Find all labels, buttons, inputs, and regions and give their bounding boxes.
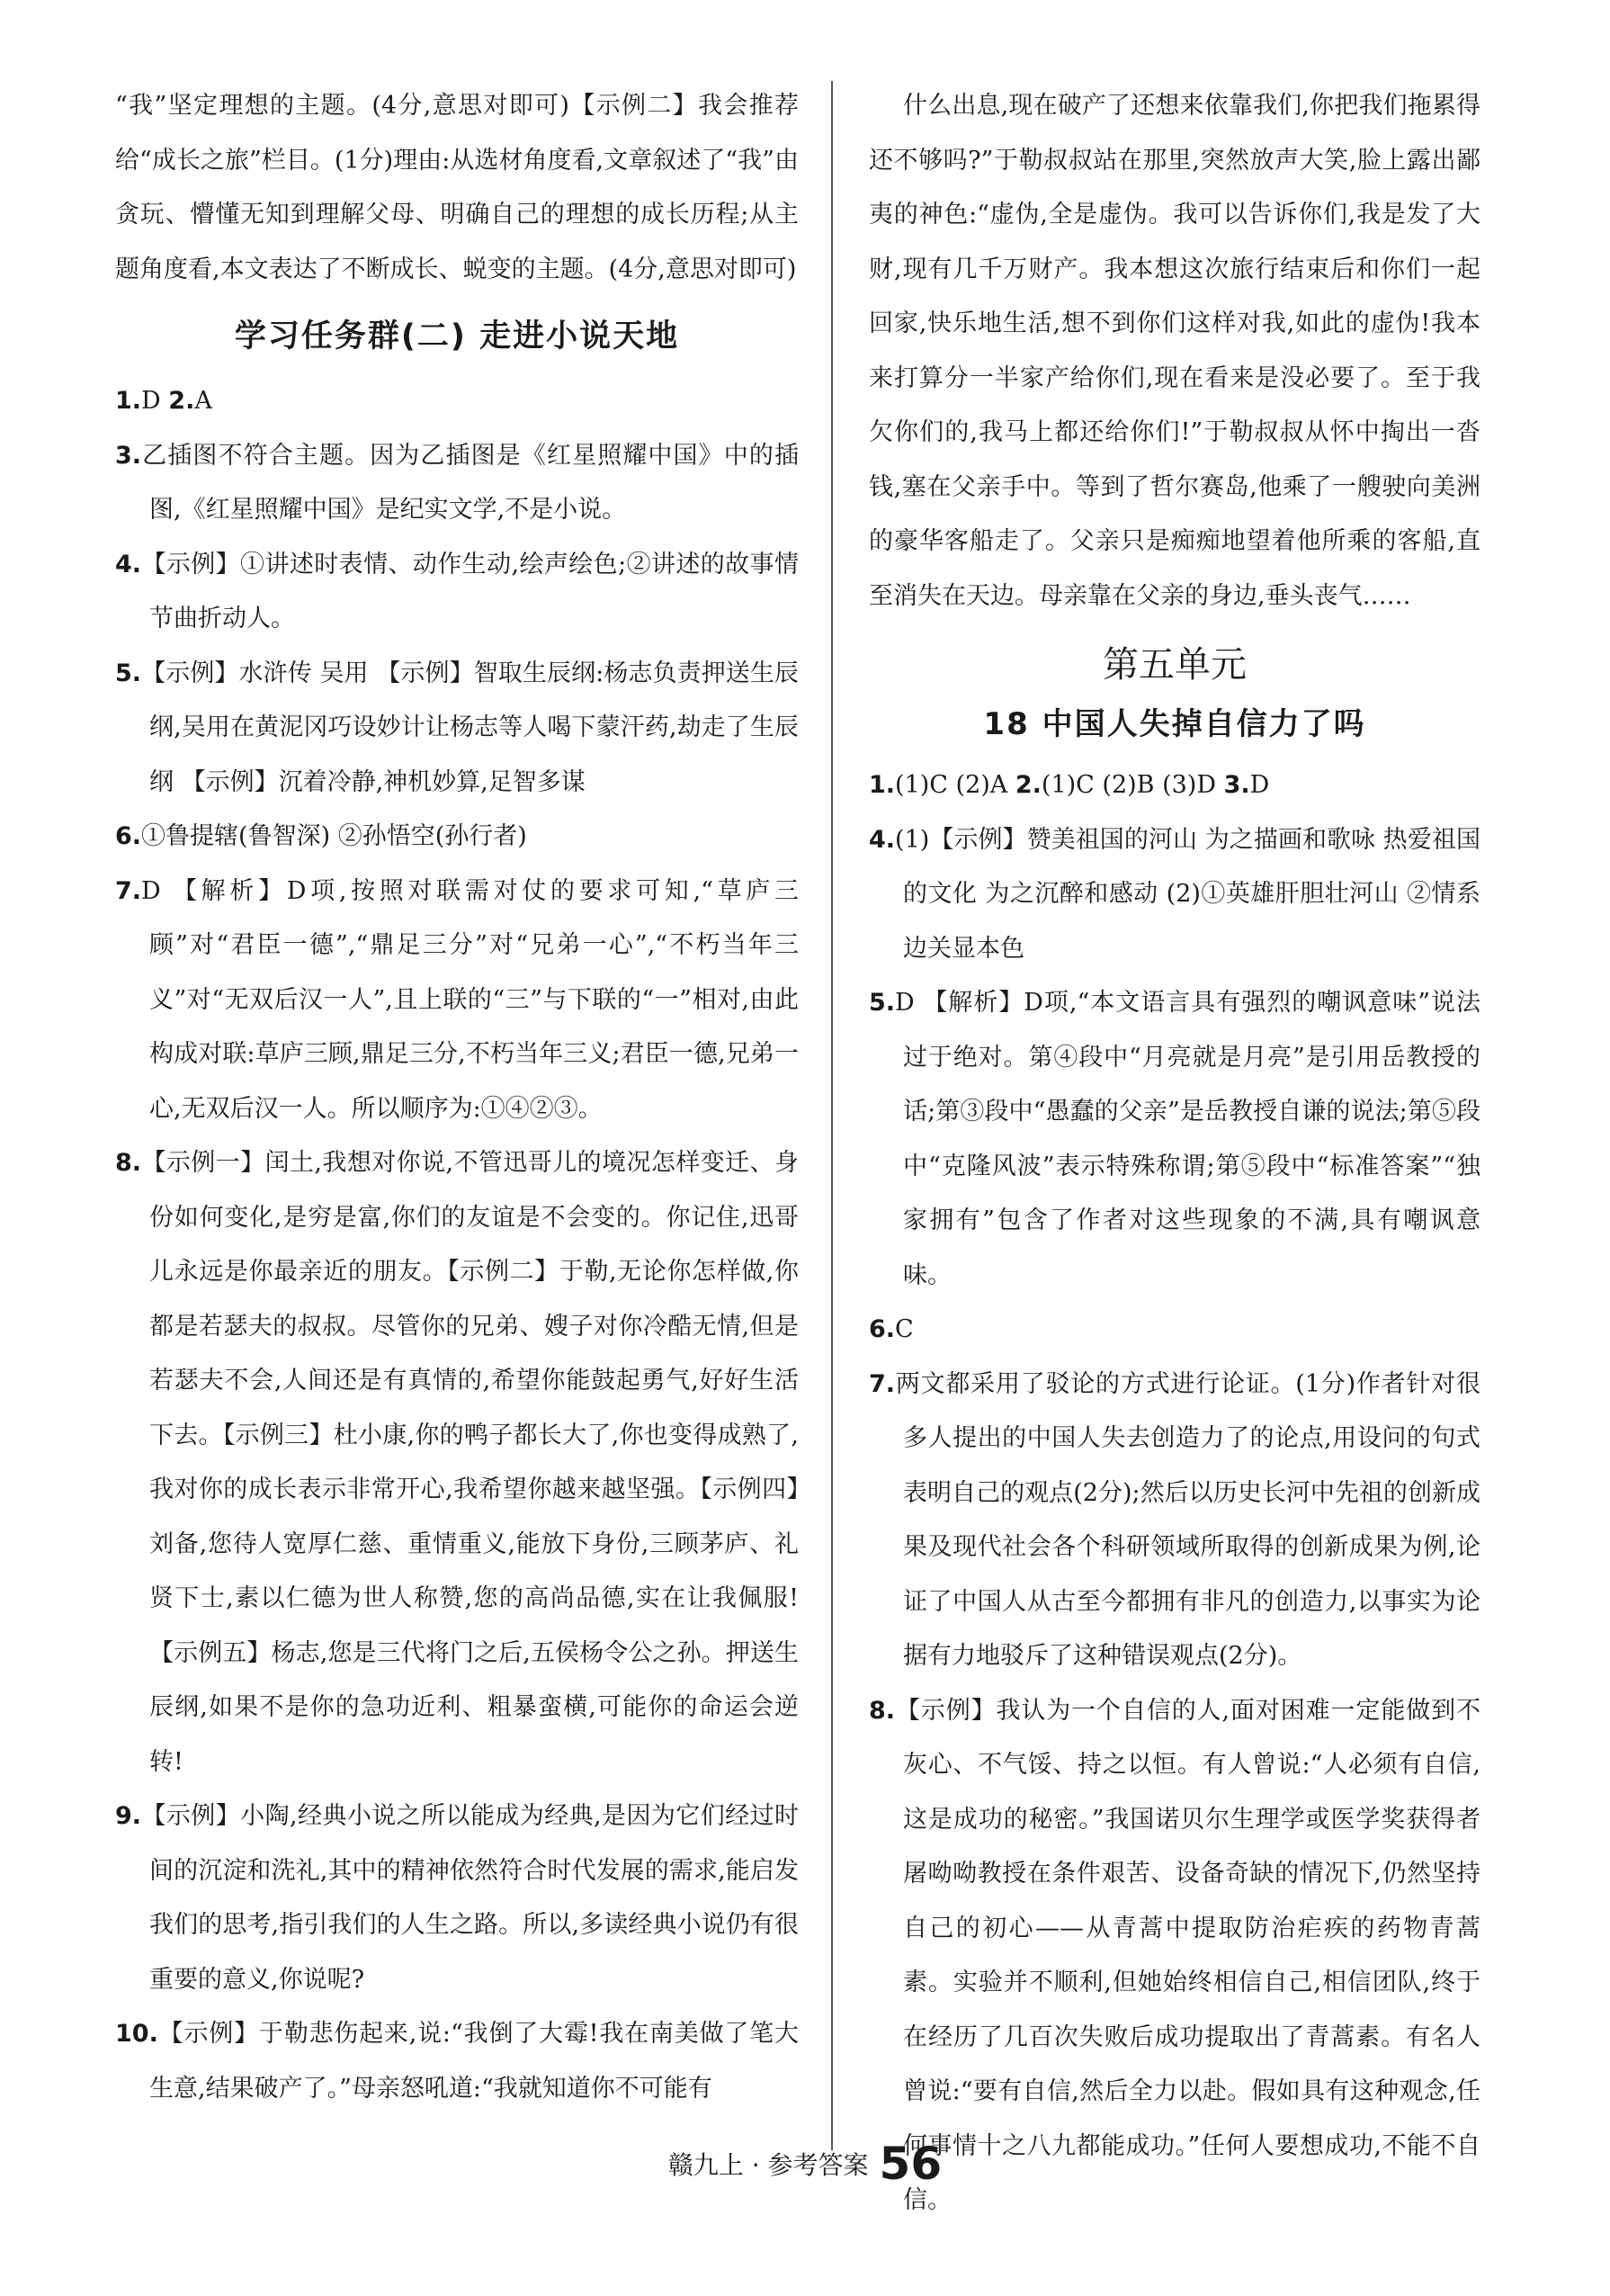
answer-item: 7.D 【解析】D项,按照对联需对仗的要求可知,“草庐三顾”对“君臣一德”,“鼎足三分”对“兄弟一心”,“不朽当年三义”对“无双后汉一人”,且上联的“三”与下联的“一”相对,由此构成对联:草庐三顾,鼎足三分,不朽当年三义;君臣一德,兄弟一心,无双后汉一人。所以顺序为:①④②③。 xyxy=(115,876,799,1123)
unit-title: 第五单元 xyxy=(1103,644,1247,686)
left-column xyxy=(115,79,799,2116)
answer-item: 3.乙插图不符合主题。因为乙插图是《红星照耀中国》中的插图,《红星照耀中国》是纪实文学,不是小说。 xyxy=(115,441,799,524)
answer-item: 6.C xyxy=(869,1315,914,1343)
right-column xyxy=(869,79,1480,2229)
answer-item: 10.【示例】于勒悲伤起来,说:“我倒了大霉!我在南美做了笔大生意,结果破产了。”母亲怒吼道:“我就知道你不可能有 xyxy=(115,2020,799,2103)
page-number: 56 xyxy=(879,2138,943,2190)
answer-item: 1.(1)C (2)A 2.(1)C (2)B (3)D 3.D xyxy=(869,771,1270,799)
answer-item: 8.【示例】我认为一个自信的人,面对困难一定能做到不灰心、不气馁、持之以恒。有人曾说:“人必须有自信,这是成功的秘密。”我国诺贝尔生理学或医学奖获得者屠呦呦教授在条件艰苦、设备奇缺的情况下,仍然坚持自己的初心——从青蒿中提取防治疟疾的药物青蒿素。实验并不顺利,但她始终相信自己,相信团队,终于在经历了几百次失败后成功提取出了青蒿素。有名人曾说:“要有自信,然后全力以赴。假如具有这种观念,任何事情十之八九都能成功。”任何人要想成功,不能不自信。 xyxy=(869,1696,1480,2214)
footer-label: 赣九上 · 参考答案 xyxy=(667,2150,869,2180)
answer-item: 5.【示例】水浒传 吴用 【示例】智取生辰纲:杨志负责押送生辰纲,吴用在黄泥冈巧设妙计让杨志等人喝下蒙汗药,劫走了生辰纲 【示例】沉着冷静,神机妙算,足智多谋 xyxy=(115,659,799,796)
answer-item: 8.【示例一】闰土,我想对你说,不管迅哥儿的境况怎样变迁、身份如何变化,是穷是富,你们的友谊是不会变的。你记住,迅哥儿永远是你最亲近的朋友。【示例二】于勒,无论你怎样做,你都是若瑟夫的叔叔。尽管你的兄弟、嫂子对你冷酷无情,但是若瑟夫不会,人间还是有真情的,希望你能鼓起勇气,好好生活下去。【示例三】杜小康,你的鸭子都长大了,你也变得成熟了,我对你的成长表示非常开心,我希望你越来越坚强。【示例四】刘备,您待人宽厚仁慈、重情重义,能放下身份,三顾茅庐、礼贤下士,素以仁德为世人称赞,您的高尚品德,实在让我佩服!【示例五】杨志,您是三代将门之后,五侯杨令公之孙。押送生辰纲,如果不是你的急功近利、粗暴蛮横,可能你的命运会逆转! xyxy=(115,1149,799,1776)
section-heading: 学习任务群(二) 走进小说天地 xyxy=(234,318,680,354)
column-divider xyxy=(831,81,833,2150)
answer-item: 4.(1)【示例】赞美祖国的河山 为之描画和歌咏 热爱祖国的文化 为之沉醉和感动 (2)①英雄肝胆壮河山 ②情系边关显本色 xyxy=(869,825,1480,963)
answer-item: 7.两文都采用了驳论的方式进行论证。(1分)作者针对很多人提出的中国人失去创造力了的论点,用设问的句式表明自己的观点(2分);然后以历史长河中先祖的创新成果及现代社会各个科研领域所取得的创新成果为例,论证了中国人从古至今都拥有非凡的创造力,以事实为论据有力地驳斥了这种错误观点(2分)。 xyxy=(869,1369,1480,1670)
answer-item: 5.D 【解析】D项,“本文语言具有强烈的嘲讽意味”说法过于绝对。第④段中“月亮就是月亮”是引用岳教授的话;第③段中“愚蠢的父亲”是岳教授自谦的说法;第⑤段中“克隆风波”表示特殊称谓;第⑤段中“标准答案”“独家拥有”包含了作者对这些现象的不满,具有嘲讽意味。 xyxy=(869,989,1480,1289)
continued-paragraph: 什么出息,现在破产了还想来依靠我们,你把我们拖累得还不够吗?”于勒叔叔站在那里,突然放声大笑,脸上露出鄙夷的神色:“虚伪,全是虚伪。我可以告诉你们,我是发了大财,现有几千万财产。我本想这次旅行结束后和你们一起回家,快乐地生活,想不到你们这样对我,如此的虚伪!我本来打算分一半家产给你们,现在看来是没必要了。至于我欠你们的,我马上都还给你们!”于勒叔叔从怀中掏出一沓钱,塞在父亲手中。等到了哲尔赛岛,他乘了一艘驶向美洲的豪华客船走了。父亲只是痴痴地望着他所乘的客船,直至消失在天边。母亲靠在父亲的身边,垂头丧气…… xyxy=(869,92,1480,610)
page-footer xyxy=(0,2138,1610,2190)
answer-item: 9.【示例】小陶,经典小说之所以能成为经典,是因为它们经过时间的沉淀和洗礼,其中的精神依然符合时代发展的需求,能启发我们的思考,指引我们的人生之路。所以,多读经典小说仍有很重要的意义,你说呢? xyxy=(115,1802,799,1994)
answer-item: 4.【示例】①讲述时表情、动作生动,绘声绘色;②讲述的故事情节曲折动人。 xyxy=(115,550,799,632)
answer-item: 6.①鲁提辖(鲁智深) ②孙悟空(孙行者) xyxy=(115,822,527,850)
answer-item: 1.D 2.A xyxy=(115,387,212,415)
intro-paragraph: “我”坚定理想的主题。(4分,意思对即可)【示例二】我会推荐给“成长之旅”栏目。(1分)理由:从选材角度看,文章叙述了“我”由贪玩、懵懂无知到理解父母、明确自己的理想的成长历程;从主题角度看,本文表达了不断成长、蜕变的主题。(4分,意思对即可) xyxy=(115,92,799,283)
lesson-title: 18 中国人失掉自信力了吗 xyxy=(983,706,1366,742)
